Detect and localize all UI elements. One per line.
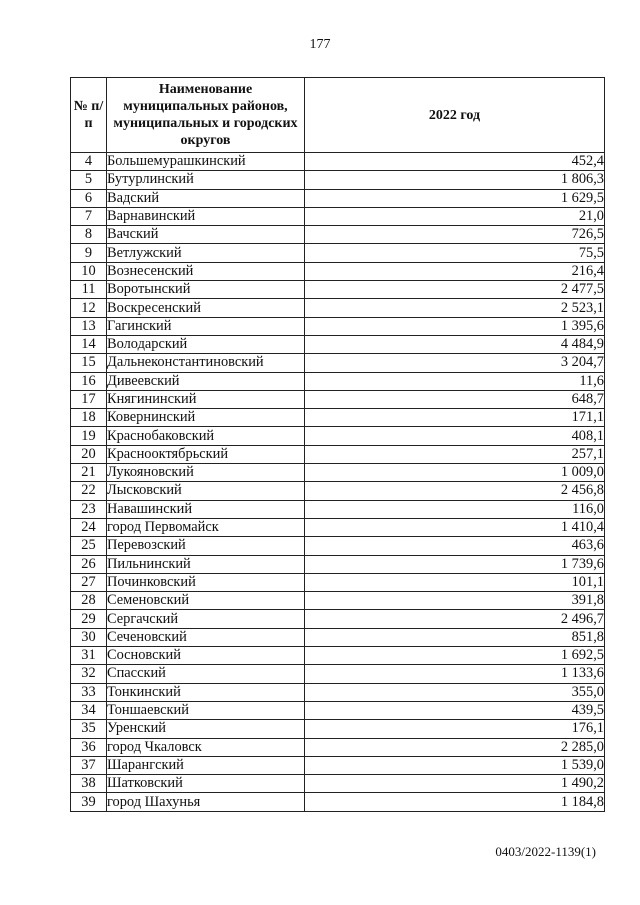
municipality-name-cell: Володарский bbox=[107, 335, 305, 353]
row-number-cell: 19 bbox=[71, 427, 107, 445]
municipality-name-cell: город Чкаловск bbox=[107, 738, 305, 756]
table-row bbox=[71, 317, 605, 335]
value-2022-cell: 648,7 bbox=[305, 390, 605, 408]
table-row bbox=[71, 409, 605, 427]
table-row bbox=[71, 171, 605, 189]
row-number-cell: 25 bbox=[71, 537, 107, 555]
municipality-name-cell: Тонкинский bbox=[107, 683, 305, 701]
row-number-cell: 34 bbox=[71, 701, 107, 719]
table-row bbox=[71, 299, 605, 317]
value-2022-cell: 1 692,5 bbox=[305, 647, 605, 665]
row-number-cell: 13 bbox=[71, 317, 107, 335]
table-row bbox=[71, 482, 605, 500]
row-number-cell: 20 bbox=[71, 445, 107, 463]
table-row bbox=[71, 335, 605, 353]
table-row bbox=[71, 573, 605, 591]
municipality-name-cell: Шарангский bbox=[107, 756, 305, 774]
value-2022-cell: 2 523,1 bbox=[305, 299, 605, 317]
municipality-name-cell: Дальнеконстантиновский bbox=[107, 354, 305, 372]
header-municipality-name: Наименование муниципальных районов, муниципальных и городских округов bbox=[107, 78, 305, 153]
value-2022-cell: 21,0 bbox=[305, 207, 605, 225]
row-number-cell: 36 bbox=[71, 738, 107, 756]
value-2022-cell: 452,4 bbox=[305, 153, 605, 171]
table-row bbox=[71, 537, 605, 555]
municipality-name-cell: Бутурлинский bbox=[107, 171, 305, 189]
municipality-name-cell: Вачский bbox=[107, 226, 305, 244]
row-number-cell: 5 bbox=[71, 171, 107, 189]
table-row bbox=[71, 354, 605, 372]
value-2022-cell: 2 285,0 bbox=[305, 738, 605, 756]
municipality-name-cell: Краснооктябрьский bbox=[107, 445, 305, 463]
table-row bbox=[71, 665, 605, 683]
table-row bbox=[71, 701, 605, 719]
table-row bbox=[71, 793, 605, 811]
municipality-name-cell: Дивеевский bbox=[107, 372, 305, 390]
table-row bbox=[71, 628, 605, 646]
value-2022-cell: 101,1 bbox=[305, 573, 605, 591]
row-number-cell: 23 bbox=[71, 500, 107, 518]
table-row bbox=[71, 555, 605, 573]
value-2022-cell: 11,6 bbox=[305, 372, 605, 390]
municipality-name-cell: Варнавинский bbox=[107, 207, 305, 225]
row-number-cell: 12 bbox=[71, 299, 107, 317]
value-2022-cell: 1 395,6 bbox=[305, 317, 605, 335]
row-number-cell: 9 bbox=[71, 244, 107, 262]
municipality-name-cell: Спасский bbox=[107, 665, 305, 683]
table-row bbox=[71, 518, 605, 536]
table-row bbox=[71, 281, 605, 299]
municipality-name-cell: Сеченовский bbox=[107, 628, 305, 646]
value-2022-cell: 851,8 bbox=[305, 628, 605, 646]
municipality-name-cell: Пильнинский bbox=[107, 555, 305, 573]
row-number-cell: 18 bbox=[71, 409, 107, 427]
value-2022-cell: 176,1 bbox=[305, 720, 605, 738]
value-2022-cell: 3 204,7 bbox=[305, 354, 605, 372]
header-year-2022: 2022 год bbox=[305, 78, 605, 153]
row-number-cell: 7 bbox=[71, 207, 107, 225]
table-row bbox=[71, 683, 605, 701]
row-number-cell: 39 bbox=[71, 793, 107, 811]
value-2022-cell: 1 739,6 bbox=[305, 555, 605, 573]
row-number-cell: 21 bbox=[71, 464, 107, 482]
value-2022-cell: 1 184,8 bbox=[305, 793, 605, 811]
municipality-name-cell: Уренский bbox=[107, 720, 305, 738]
table-row bbox=[71, 372, 605, 390]
row-number-cell: 27 bbox=[71, 573, 107, 591]
municipality-name-cell: Вознесенский bbox=[107, 262, 305, 280]
table-row bbox=[71, 244, 605, 262]
municipality-name-cell: Сергачский bbox=[107, 610, 305, 628]
value-2022-cell: 171,1 bbox=[305, 409, 605, 427]
value-2022-cell: 463,6 bbox=[305, 537, 605, 555]
row-number-cell: 6 bbox=[71, 189, 107, 207]
table-row bbox=[71, 592, 605, 610]
table-row bbox=[71, 647, 605, 665]
value-2022-cell: 355,0 bbox=[305, 683, 605, 701]
value-2022-cell: 216,4 bbox=[305, 262, 605, 280]
municipality-name-cell: Починковский bbox=[107, 573, 305, 591]
row-number-cell: 24 bbox=[71, 518, 107, 536]
row-number-cell: 37 bbox=[71, 756, 107, 774]
row-number-cell: 35 bbox=[71, 720, 107, 738]
municipality-name-cell: Воротынский bbox=[107, 281, 305, 299]
value-2022-cell: 257,1 bbox=[305, 445, 605, 463]
data-table bbox=[70, 77, 605, 812]
header-row-number: № п/п bbox=[71, 78, 107, 153]
row-number-cell: 38 bbox=[71, 775, 107, 793]
value-2022-cell: 1 009,0 bbox=[305, 464, 605, 482]
municipality-name-cell: город Первомайск bbox=[107, 518, 305, 536]
table-row bbox=[71, 427, 605, 445]
row-number-cell: 8 bbox=[71, 226, 107, 244]
table-row bbox=[71, 738, 605, 756]
row-number-cell: 28 bbox=[71, 592, 107, 610]
municipality-name-cell: Лукояновский bbox=[107, 464, 305, 482]
row-number-cell: 15 bbox=[71, 354, 107, 372]
value-2022-cell: 116,0 bbox=[305, 500, 605, 518]
row-number-cell: 17 bbox=[71, 390, 107, 408]
row-number-cell: 26 bbox=[71, 555, 107, 573]
row-number-cell: 16 bbox=[71, 372, 107, 390]
table-row bbox=[71, 756, 605, 774]
municipality-name-cell: Семеновский bbox=[107, 592, 305, 610]
table-row bbox=[71, 500, 605, 518]
municipality-name-cell: Вадский bbox=[107, 189, 305, 207]
row-number-cell: 30 bbox=[71, 628, 107, 646]
municipality-name-cell: Краснобаковский bbox=[107, 427, 305, 445]
row-number-cell: 32 bbox=[71, 665, 107, 683]
value-2022-cell: 1 133,6 bbox=[305, 665, 605, 683]
row-number-cell: 11 bbox=[71, 281, 107, 299]
value-2022-cell: 2 477,5 bbox=[305, 281, 605, 299]
municipality-name-cell: Ковернинский bbox=[107, 409, 305, 427]
table-row bbox=[71, 464, 605, 482]
row-number-cell: 22 bbox=[71, 482, 107, 500]
row-number-cell: 29 bbox=[71, 610, 107, 628]
document-code: 0403/2022-1139(1) bbox=[495, 844, 596, 859]
table-row bbox=[71, 189, 605, 207]
table-row bbox=[71, 610, 605, 628]
table-body bbox=[71, 153, 605, 812]
table-header bbox=[71, 78, 605, 153]
table-row bbox=[71, 445, 605, 463]
table-row bbox=[71, 207, 605, 225]
value-2022-cell: 408,1 bbox=[305, 427, 605, 445]
municipality-name-cell: Княгининский bbox=[107, 390, 305, 408]
municipality-name-cell: Лысковский bbox=[107, 482, 305, 500]
municipality-name-cell: город Шахунья bbox=[107, 793, 305, 811]
value-2022-cell: 4 484,9 bbox=[305, 335, 605, 353]
value-2022-cell: 1 539,0 bbox=[305, 756, 605, 774]
value-2022-cell: 726,5 bbox=[305, 226, 605, 244]
table-row bbox=[71, 153, 605, 171]
row-number-cell: 4 bbox=[71, 153, 107, 171]
table-row bbox=[71, 775, 605, 793]
table-row bbox=[71, 390, 605, 408]
municipality-name-cell: Тоншаевский bbox=[107, 701, 305, 719]
municipality-name-cell: Большемурашкинский bbox=[107, 153, 305, 171]
row-number-cell: 33 bbox=[71, 683, 107, 701]
table-row bbox=[71, 226, 605, 244]
municipality-name-cell: Перевозский bbox=[107, 537, 305, 555]
row-number-cell: 10 bbox=[71, 262, 107, 280]
value-2022-cell: 2 456,8 bbox=[305, 482, 605, 500]
row-number-cell: 31 bbox=[71, 647, 107, 665]
municipality-name-cell: Гагинский bbox=[107, 317, 305, 335]
value-2022-cell: 439,5 bbox=[305, 701, 605, 719]
value-2022-cell: 1 806,3 bbox=[305, 171, 605, 189]
value-2022-cell: 1 410,4 bbox=[305, 518, 605, 536]
table-row bbox=[71, 262, 605, 280]
value-2022-cell: 75,5 bbox=[305, 244, 605, 262]
page-number: 177 bbox=[309, 37, 331, 52]
municipality-name-cell: Ветлужский bbox=[107, 244, 305, 262]
table-row bbox=[71, 720, 605, 738]
municipality-name-cell: Воскресенский bbox=[107, 299, 305, 317]
value-2022-cell: 1 490,2 bbox=[305, 775, 605, 793]
row-number-cell: 14 bbox=[71, 335, 107, 353]
value-2022-cell: 2 496,7 bbox=[305, 610, 605, 628]
municipality-name-cell: Шатковский bbox=[107, 775, 305, 793]
value-2022-cell: 1 629,5 bbox=[305, 189, 605, 207]
municipality-name-cell: Сосновский bbox=[107, 647, 305, 665]
municipality-name-cell: Навашинский bbox=[107, 500, 305, 518]
value-2022-cell: 391,8 bbox=[305, 592, 605, 610]
